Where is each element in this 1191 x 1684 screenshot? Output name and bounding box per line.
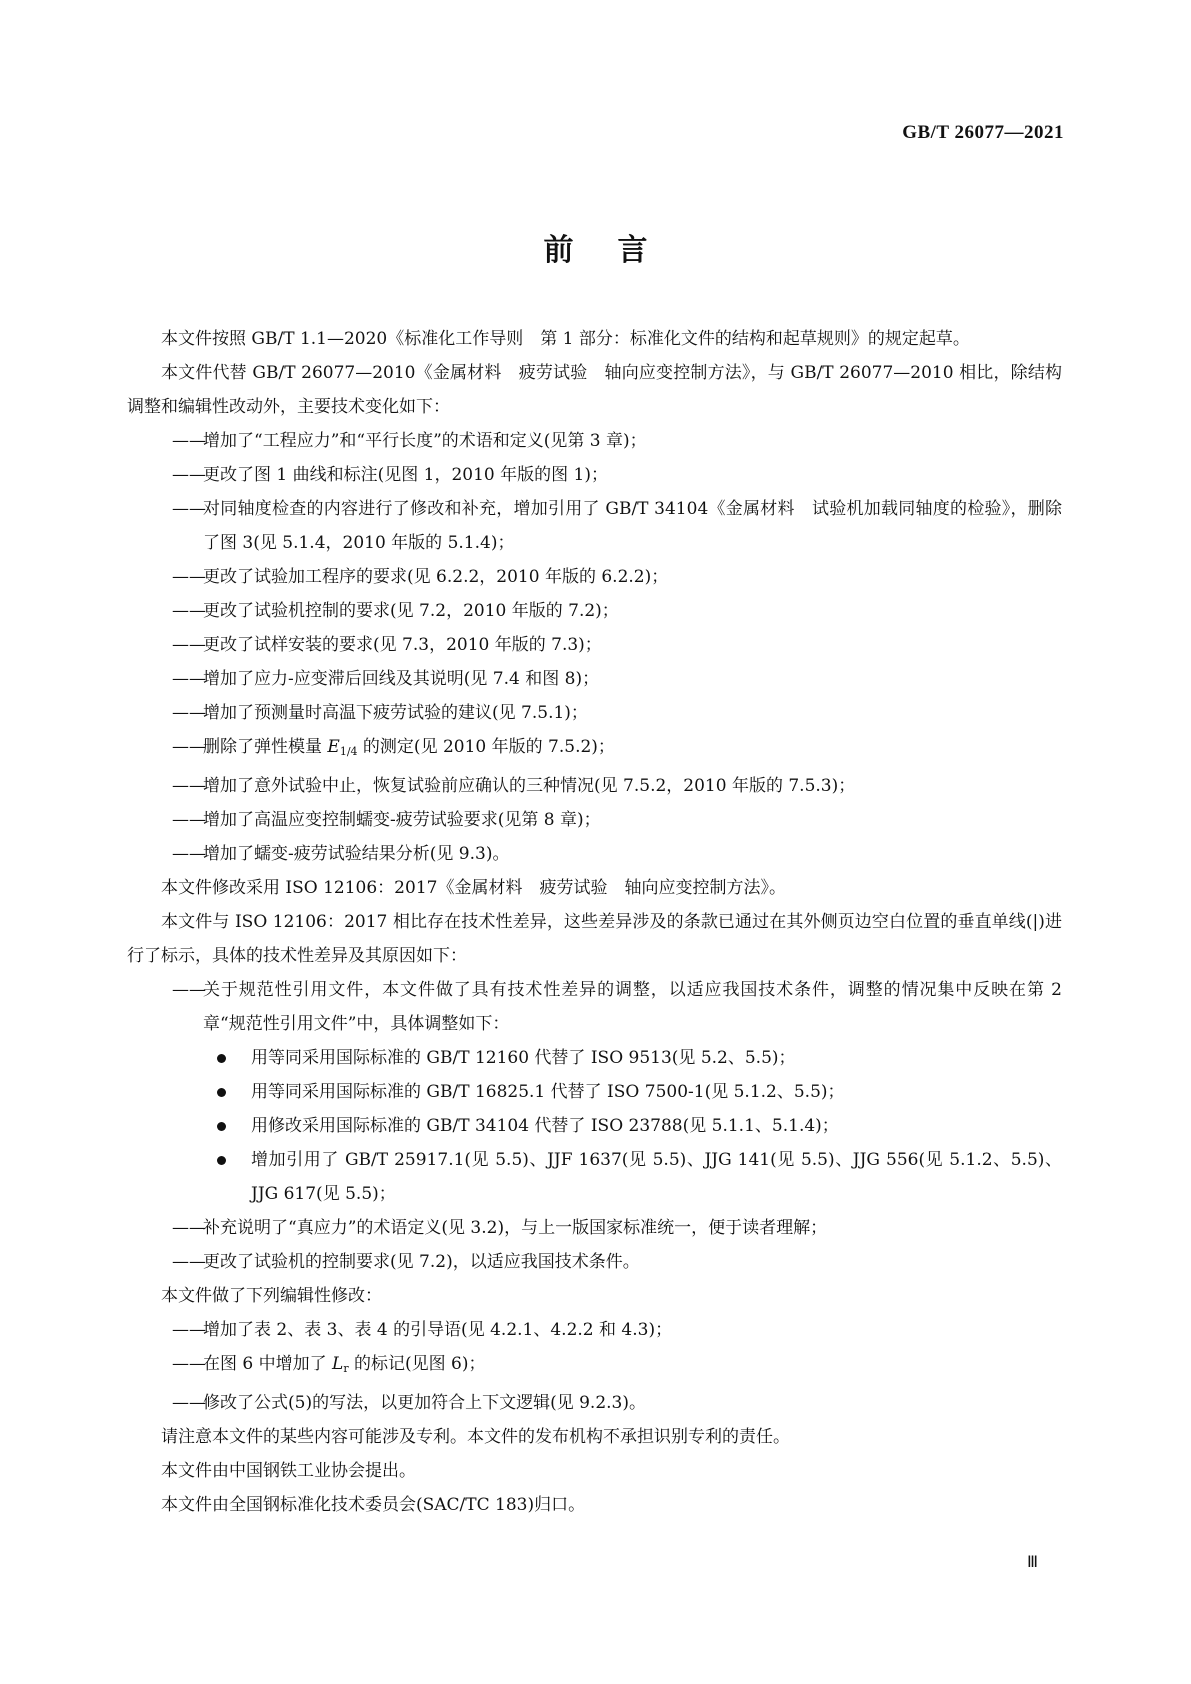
paragraph-replacement: 本文件代替 GB/T 26077—2010《金属材料 疲劳试验 轴向应变控制方法》，与 GB/T 26077—2010 相比，除结构调整和编辑性改动外，主要技术变化如下：	[127, 363, 1062, 417]
paragraph-differences: 本文件与 ISO 12106：2017 相比存在技术性差异，这些差异涉及的条款已通过在其外侧页边空白位置的垂直单线(|)进行了标示，具体的技术性差异及其原因如下：	[127, 912, 1062, 966]
paragraph-adoption: 本文件修改采用 ISO 12106：2017《金属材料 疲劳试验 轴向应变控制方法》。	[161, 878, 786, 898]
foreword-body	[127, 322, 1062, 1522]
list-item	[127, 628, 1062, 662]
list-item	[127, 424, 1062, 458]
dash-marker: ——	[172, 1218, 206, 1238]
paragraph-drafting-rules: 本文件按照 GB/T 1.1—2020《标准化工作导则 第 1 部分：标准化文件的结构和起草规则》的规定起草。	[161, 329, 970, 349]
dash-marker: ——	[172, 844, 206, 864]
list-item-text: 增加了应力-应变滞后回线及其说明(见 7.4 和图 8)；	[203, 669, 600, 689]
list-item-text: 增加了意外试验中止，恢复试验前应确认的三种情况(见 7.5.2，2010 年版的 7.5.3)；	[203, 776, 856, 796]
list-item-text: 更改了试验机控制的要求(见 7.2，2010 年版的 7.2)；	[203, 601, 619, 621]
list-item-text: 的测定(见 2010 年版的 7.5.2)；	[357, 737, 615, 757]
page-title: 前言	[543, 233, 692, 268]
list-item-text: 关于规范性引用文件，本文件做了具有技术性差异的调整，以适应我国技术条件，调整的情况集中反映在第 2 章“规范性引用文件”中，具体调整如下：	[203, 980, 1062, 1034]
bullet-item	[127, 1143, 1062, 1211]
paragraph-proposer: 本文件由中国钢铁工业协会提出。	[161, 1461, 416, 1481]
dash-marker: ——	[172, 1320, 206, 1340]
list-item	[127, 769, 1062, 803]
list-item	[127, 560, 1062, 594]
dash-marker: ——	[172, 776, 206, 796]
bullet-item	[127, 1075, 1062, 1109]
dash-marker: ——	[172, 669, 206, 689]
bullet-item-text: 用等同采用国际标准的 GB/T 16825.1 代替了 ISO 7500-1(见 5.1.2、5.5)；	[251, 1082, 845, 1102]
dash-marker: ——	[172, 499, 206, 519]
list-item-text: 补充说明了“真应力”的术语定义(见 3.2)，与上一版国家标准统一，便于读者理解；	[203, 1218, 828, 1238]
modulus-symbol: E	[327, 737, 340, 757]
dash-marker: ——	[172, 567, 206, 587]
dash-marker: ——	[172, 1252, 206, 1272]
list-item-text: 删除了弹性模量	[203, 737, 328, 757]
list-item-text: 增加了蠕变-疲劳试验结果分析(见 9.3)。	[203, 844, 510, 864]
list-item-text: 更改了试验机的控制要求(见 7.2)，以适应我国技术条件。	[203, 1252, 640, 1272]
list-item-text: 更改了试样安装的要求(见 7.3，2010 年版的 7.3)；	[203, 635, 602, 655]
paragraph-responsible-committee: 本文件由全国钢标准化技术委员会(SAC/TC 183)归口。	[161, 1495, 586, 1515]
bullet-dot-icon	[217, 1054, 226, 1063]
list-item	[127, 837, 1062, 871]
list-item-text: 增加了“工程应力”和“平行长度”的术语和定义(见第 3 章)；	[203, 431, 647, 451]
dash-marker: ——	[172, 635, 206, 655]
list-item-text: 对同轴度检查的内容进行了修改和补充，增加引用了 GB/T 34104《金属材料 试验机加载同轴度的检验》，删除了图 3(见 5.1.4，2010 年版的 5.1.4)；	[203, 499, 1062, 553]
dash-marker: ——	[172, 601, 206, 621]
list-item-text: 在图 6 中增加了	[203, 1354, 333, 1374]
list-item-text: 增加了高温应变控制蠕变-疲劳试验要求(见第 8 章)；	[203, 810, 601, 830]
list-item	[127, 973, 1062, 1041]
list-item	[127, 662, 1062, 696]
standard-code: GB/T 26077—2021	[902, 122, 1064, 143]
list-item	[127, 458, 1062, 492]
list-item-text: 增加了预测量时高温下疲劳试验的建议(见 7.5.1)；	[203, 703, 588, 723]
list-item	[127, 1347, 1062, 1386]
modulus-subscript: 1/4	[339, 745, 358, 758]
bullet-dot-icon	[217, 1122, 226, 1131]
page-number: Ⅲ	[1026, 1554, 1038, 1571]
bullet-dot-icon	[217, 1156, 226, 1165]
list-item-text: 更改了试验加工程序的要求(见 6.2.2，2010 年版的 6.2.2)；	[203, 567, 669, 587]
bullet-item-text: 用修改采用国际标准的 GB/T 34104 代替了 ISO 23788(见 5.1.1、5.1.4)；	[251, 1116, 839, 1136]
list-item	[127, 696, 1062, 730]
list-item	[127, 1211, 1062, 1245]
dash-marker: ——	[172, 703, 206, 723]
list-item-text: 更改了图 1 曲线和标注(见图 1，2010 年版的图 1)；	[203, 465, 608, 485]
list-item	[127, 594, 1062, 628]
dash-marker: ——	[172, 1393, 206, 1413]
bullet-item-text: 增加引用了 GB/T 25917.1(见 5.5)、JJF 1637(见 5.5)、JJG 141(见 5.5)、JJG 556(见 5.1.2、5.5)、JJG 617(见 5.5)；	[251, 1150, 1062, 1204]
list-item-text: 的标记(见图 6)；	[348, 1354, 486, 1374]
bullet-item	[127, 1041, 1062, 1075]
list-item	[127, 1245, 1062, 1279]
dash-marker: ——	[172, 465, 206, 485]
list-item-text: 增加了表 2、表 3、表 4 的引导语(见 4.2.1、4.2.2 和 4.3)；	[203, 1320, 673, 1340]
dash-marker: ——	[172, 1354, 206, 1374]
paragraph-patent-notice: 请注意本文件的某些内容可能涉及专利。本文件的发布机构不承担识别专利的责任。	[161, 1427, 790, 1447]
length-symbol: L	[332, 1354, 344, 1374]
list-item	[127, 1313, 1062, 1347]
list-item	[127, 803, 1062, 837]
dash-marker: ——	[172, 980, 206, 1000]
bullet-dot-icon	[217, 1088, 226, 1097]
length-subscript: r	[343, 1362, 349, 1375]
paragraph-editorial: 本文件做了下列编辑性修改：	[161, 1286, 382, 1306]
dash-marker: ——	[172, 810, 206, 830]
list-item	[127, 492, 1062, 560]
bullet-item-text: 用等同采用国际标准的 GB/T 12160 代替了 ISO 9513(见 5.2、5.5)；	[251, 1048, 796, 1068]
dash-marker: ——	[172, 737, 206, 757]
bullet-item	[127, 1109, 1062, 1143]
list-item-text: 修改了公式(5)的写法，以更加符合上下文逻辑(见 9.2.3)。	[203, 1393, 647, 1413]
list-item	[127, 1386, 1062, 1420]
dash-marker: ——	[172, 431, 206, 451]
list-item	[127, 730, 1062, 769]
